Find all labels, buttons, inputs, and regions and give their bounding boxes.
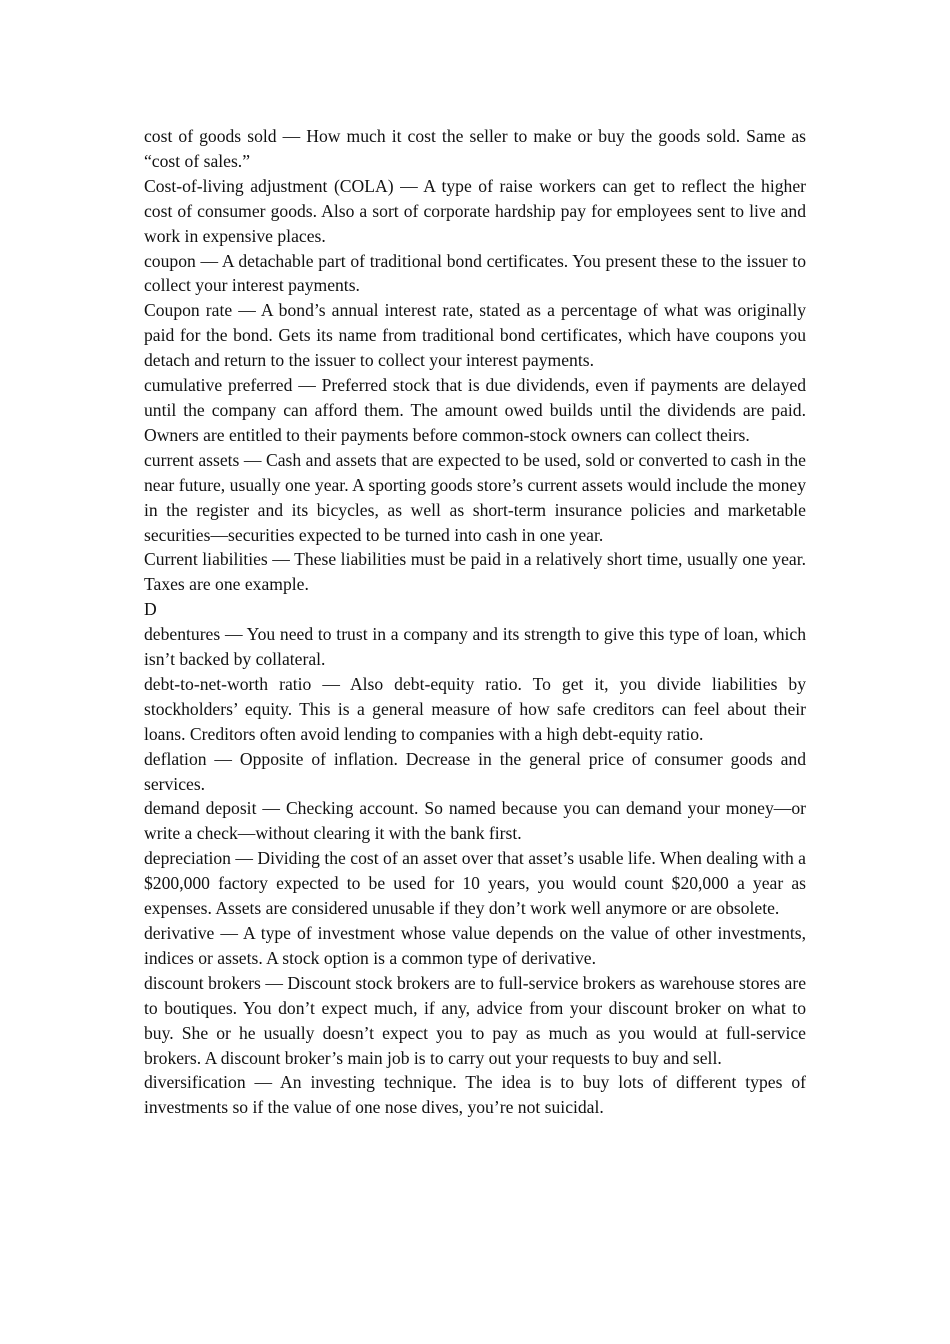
glossary-entry-depreciation: depreciation — Dividing the cost of an asset over that asset’s usable life. When dealing with a $200,000 factory expected to be used for 10 years, you would count $20,000 a year as expenses. Assets are considered unusable if they don’t work well anymore or are obsolete. (144, 848, 806, 919)
glossary-entry-cola: Cost-of-living adjustment (COLA) — A type of raise workers can get to reflect the higher cost of consumer goods. Also a sort of corporate hardship pay for employees sent to live and work in expensive places. (144, 175, 806, 246)
glossary-entry-demand-deposit: demand deposit — Checking account. So named because you can demand your money—or write a check—without clearing it with the bank first. (144, 798, 806, 844)
glossary-entry-coupon-rate: Coupon rate — A bond’s annual interest rate, stated as a percentage of what was originally paid for the bond. Gets its name from traditional bond certificates, which have coupons you detach and return to the issuer to collect your interest payments. (144, 300, 806, 371)
glossary-entry-debt-to-net-worth-ratio: debt-to-net-worth ratio — Also debt-equity ratio. To get it, you divide liabilities by stockholders’ equity. This is a general measure of how safe creditors can feel about their loans. Creditors often avoid lending to companies with a high debt-equity ratio. (144, 673, 806, 744)
glossary-entry-cumulative-preferred: cumulative preferred — Preferred stock that is due dividends, even if payments are delayed until the company can afford them. The amount owed builds until the dividends are paid. Owners are entitled to their payments before common-stock owners can collect theirs. (144, 375, 806, 445)
section-letter-heading: D (144, 599, 157, 620)
glossary-entry-deflation: deflation — Opposite of inflation. Decrease in the general price of consumer goods and services. (144, 748, 806, 794)
glossary-entry-cost-of-goods-sold: cost of goods sold — How much it cost the seller to make or buy the goods sold. Same as “cost of sales.” (144, 126, 806, 171)
glossary-entry-current-liabilities: Current liabilities — These liabilities must be paid in a relatively short time, usually one year. Taxes are one example. (144, 549, 806, 595)
glossary-page (144, 124, 806, 1120)
glossary-entry-coupon: coupon — A detachable part of traditional bond certificates. You present these to the issuer to collect your interest payments. (144, 250, 806, 296)
glossary-entry-debentures: debentures — You need to trust in a company and its strength to give this type of loan, which isn’t backed by collateral. (144, 624, 806, 670)
glossary-entry-diversification: diversification — An investing technique. The idea is to buy lots of different types of investments so if the value of one nose dives, you’re not suicidal. (144, 1072, 806, 1118)
glossary-entry-current-assets: current assets — Cash and assets that are expected to be used, sold or converted to cash in the near future, usually one year. A sporting goods store’s current assets would include the money in the register and its bicycles, as well as short-term insurance policies and marketable securities—securities expected to be turned into cash in one year. (144, 449, 806, 545)
glossary-entry-derivative: derivative — A type of investment whose value depends on the value of other investments, indices or assets. A stock option is a common type of derivative. (144, 923, 806, 968)
glossary-entry-discount-brokers: discount brokers — Discount stock brokers are to full-service brokers as warehouse stores are to boutiques. You don’t expect much, if any, advice from your discount broker on what to buy. She or he usually doesn’t expect you to pay as much as you would at full-service brokers. A discount broker’s main job is to carry out your requests to buy and sell. (144, 972, 806, 1068)
